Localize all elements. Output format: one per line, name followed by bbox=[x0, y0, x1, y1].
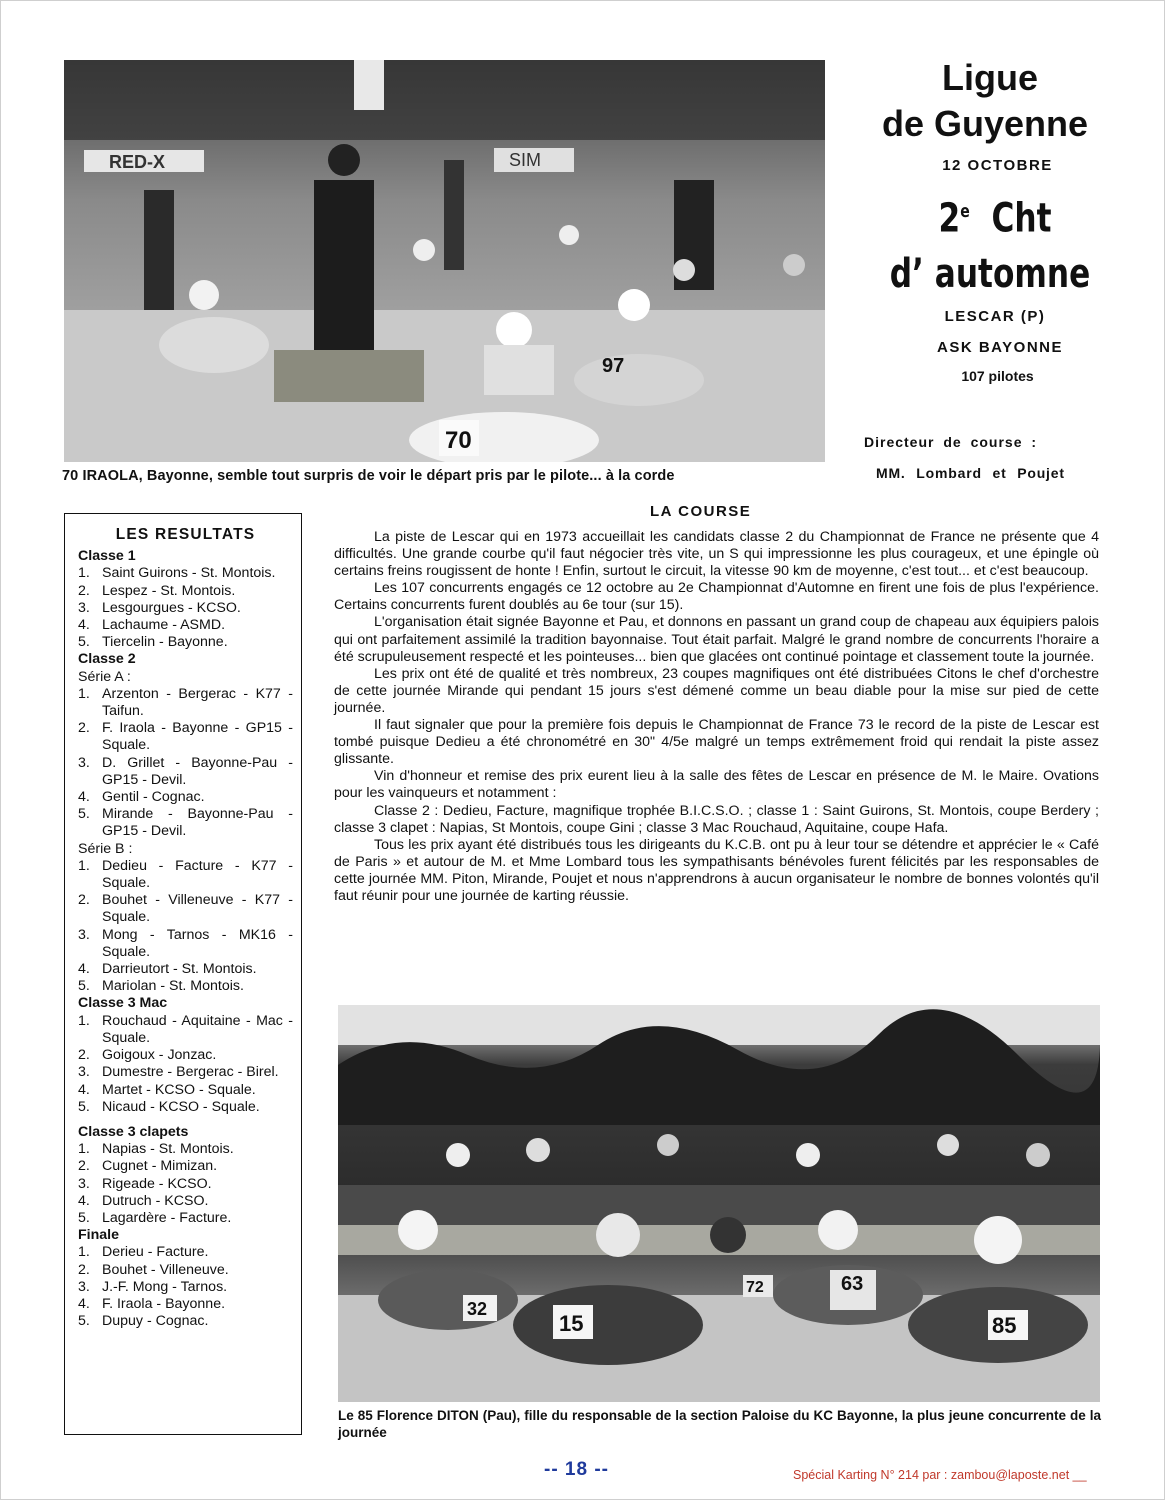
results-class-heading: Classe 3 Mac bbox=[78, 995, 168, 1012]
result-row bbox=[78, 720, 293, 754]
result-row bbox=[78, 1279, 293, 1296]
cht-word: Cht bbox=[991, 195, 1052, 242]
result-row bbox=[78, 961, 293, 978]
footer-credit: Spécial Karting N° 214 par : zambou@laposte.net __ bbox=[793, 1468, 1087, 1482]
result-position: 3. bbox=[78, 1064, 90, 1081]
result-position: 4. bbox=[78, 1192, 90, 1209]
result-position: 1. bbox=[78, 1141, 90, 1158]
result-entry: Derieu - Facture. bbox=[102, 1244, 209, 1261]
result-position: 5. bbox=[78, 806, 90, 823]
results-series-heading: Série B : bbox=[78, 840, 133, 857]
result-entry: Saint Guirons - St. Montois. bbox=[102, 565, 276, 582]
result-entry: Martet - KCSO - Squale. bbox=[102, 1081, 256, 1098]
article-paragraph: Vin d'honneur et remise des prix eurent lieu à la salle des fêtes de Lescar en présence de M. le Maire. Ovations pour les vainqueurs et notamment : bbox=[334, 768, 1099, 802]
championship-season: d’ automne bbox=[889, 251, 1091, 298]
result-position: 3. bbox=[78, 1175, 90, 1192]
result-row bbox=[78, 1013, 293, 1047]
race-start-photo-art bbox=[64, 60, 825, 462]
organizer-club: ASK BAYONNE bbox=[937, 339, 1063, 357]
result-entry: Lachaume - ASMD. bbox=[102, 617, 226, 634]
director-label: Directeur de course : bbox=[864, 434, 1038, 450]
result-row bbox=[78, 634, 293, 651]
result-row bbox=[78, 600, 293, 617]
result-entry: Mariolan - St. Montois. bbox=[102, 978, 244, 995]
article-paragraph: Il faut signaler que pour la première fois depuis le Championnat de France 73 le record de la piste de Lescar est tombé puisque Dedieu a été chronométré en 30" 4/5e malgré un temps extrêmement froid qui rendait la piste assez glissante. bbox=[334, 717, 1099, 768]
article-paragraph: Tous les prix ayant été distribués tous les dirigeants du K.C.B. ont pu à leur tour se détendre et apprécier le « Café de Paris » et autour de M. et Mme Lombard tous les sympathisants bénévoles furent félicités par les responsables de cette journée MM. Piton, Mirande, Poujet et nous n'apprendrons à aucun organisateur le nombre de bonnes volontés qu'il faut réunir pour une journée de karting réussie. bbox=[334, 836, 1099, 904]
result-row bbox=[78, 806, 293, 840]
result-entry: Mirande - Bayonne-Pau - GP15 - Devil. bbox=[102, 806, 293, 840]
result-position: 3. bbox=[78, 599, 90, 616]
cht-ordinal: e bbox=[960, 201, 970, 222]
director-names: MM. Lombard et Poujet bbox=[876, 465, 1065, 481]
result-position: 1. bbox=[78, 1244, 90, 1261]
results-spacer bbox=[78, 1116, 293, 1124]
article-paragraph: Les prix ont été de qualité et très nombreux, 23 coupes magnifiques ont été distribuées Citons le chef d'orchestre de cette journée Mirande qui pendant 15 jours s'est démené comme un beau diable pour la mise sur pied de cette journée. bbox=[334, 665, 1099, 716]
title-ligue: Ligue bbox=[942, 57, 1038, 98]
result-row bbox=[78, 1176, 293, 1193]
cht-number: 2 bbox=[938, 195, 961, 242]
kart-number-70: 70 bbox=[445, 427, 472, 454]
page-number: -- 18 -- bbox=[544, 1459, 609, 1480]
article-paragraph: Les 107 concurrents engagés ce 12 octobre au 2e Championnat d'Automne en firent une fois de plus l'expérience. Certains concurrents furent doublés au 6e tour (sur 15). bbox=[334, 580, 1099, 614]
result-row bbox=[78, 858, 293, 892]
result-position: 1. bbox=[78, 1012, 90, 1029]
result-row bbox=[78, 755, 293, 789]
result-entry: Bouhet - Villeneuve - K77 -Squale. bbox=[102, 892, 293, 926]
result-entry: Dumestre - Bergerac - Birel. bbox=[102, 1064, 279, 1081]
kart-number-15: 15 bbox=[559, 1311, 584, 1336]
kart-number-32: 32 bbox=[467, 1299, 488, 1319]
result-row bbox=[78, 1262, 293, 1279]
result-entry: Napias - St. Montois. bbox=[102, 1141, 234, 1158]
result-entry: Darrieutort - St. Montois. bbox=[102, 961, 257, 978]
result-entry: Dupuy - Cognac. bbox=[102, 1313, 209, 1330]
kart-number-63: 63 bbox=[841, 1273, 864, 1295]
result-position: 4. bbox=[78, 617, 90, 634]
result-position: 4. bbox=[78, 1081, 90, 1098]
result-position: 5. bbox=[78, 1209, 90, 1226]
results-class-heading: Classe 1 bbox=[78, 548, 136, 565]
result-row bbox=[78, 1082, 293, 1099]
result-row bbox=[78, 927, 293, 961]
result-entry: Lespez - St. Montois. bbox=[102, 582, 236, 599]
result-row bbox=[78, 565, 293, 582]
race-action-photo-art bbox=[338, 1005, 1100, 1402]
results-class-heading: Finale bbox=[78, 1227, 119, 1244]
result-row bbox=[78, 1313, 293, 1330]
event-place: LESCAR (P) bbox=[944, 308, 1046, 326]
result-row bbox=[78, 1244, 293, 1261]
result-entry: F. Iraola - Bayonne - GP15 - Squale. bbox=[102, 720, 293, 754]
kart-number-97: 97 bbox=[602, 355, 625, 377]
result-entry: Tiercelin - Bayonne. bbox=[102, 634, 228, 651]
result-row bbox=[78, 1296, 293, 1313]
kart-number-72: 72 bbox=[746, 1279, 764, 1296]
results-class-heading: Classe 3 clapets bbox=[78, 1123, 189, 1140]
result-entry: Arzenton - Bergerac - K77 - Taifun. bbox=[102, 685, 293, 720]
result-position: 5. bbox=[78, 978, 90, 995]
result-row bbox=[78, 1064, 293, 1081]
result-entry: Lagardère - Facture. bbox=[102, 1209, 232, 1226]
result-row bbox=[78, 1099, 293, 1116]
result-row bbox=[78, 1141, 293, 1158]
result-entry: Rigeade - KCSO. bbox=[102, 1175, 212, 1192]
result-position: 1. bbox=[78, 565, 90, 582]
result-entry: Dedieu - Facture - K77 - Squale. bbox=[102, 857, 293, 892]
result-position: 4. bbox=[78, 789, 90, 806]
result-row bbox=[78, 1158, 293, 1175]
result-position: 2. bbox=[78, 892, 90, 909]
event-date: 12 OCTOBRE bbox=[942, 157, 1053, 174]
result-entry: Goigoux - Jonzac. bbox=[102, 1047, 217, 1064]
results-class-heading: Classe 2 bbox=[78, 651, 136, 668]
title-guyenne: de Guyenne bbox=[881, 103, 1089, 144]
result-entry: F. Iraola - Bayonne. bbox=[102, 1295, 226, 1312]
result-row bbox=[78, 686, 293, 720]
results-series-heading: Série A : bbox=[78, 668, 131, 685]
result-entry: Lesgourgues - KCSO. bbox=[102, 599, 241, 616]
article-body bbox=[334, 529, 1099, 905]
redx-sign: RED-X bbox=[109, 152, 166, 172]
sim-sign: SIM bbox=[509, 150, 542, 170]
result-position: 4. bbox=[78, 1295, 90, 1312]
race-start-photo bbox=[64, 60, 825, 462]
result-row bbox=[78, 583, 293, 600]
result-position: 3. bbox=[78, 754, 90, 771]
result-position: 3. bbox=[78, 926, 90, 943]
result-row bbox=[78, 617, 293, 634]
result-entry: Bouhet - Villeneuve. bbox=[102, 1261, 229, 1278]
result-position: 2. bbox=[78, 1158, 90, 1175]
result-entry: Mong - Tarnos - MK16 - Squale. bbox=[102, 926, 293, 960]
result-entry: Cugnet - Mimizan. bbox=[102, 1158, 218, 1175]
result-row bbox=[78, 789, 293, 806]
result-position: 1. bbox=[78, 857, 90, 874]
result-entry: D. Grillet - Bayonne-Pau - GP15 - Devil. bbox=[102, 754, 293, 788]
result-row bbox=[78, 892, 293, 926]
result-position: 5. bbox=[78, 1313, 90, 1330]
article-paragraph: Classe 2 : Dedieu, Facture, magnifique trophée B.I.C.S.O. ; classe 1 : Saint Guirons, St. Montois, coupe Berdery ; classe 3 clapet : Napias, St Montois, coupe Gini ; classe 3 Mac Rouchaud, Aquitaine, coupe Hafa. bbox=[334, 802, 1099, 836]
title-block bbox=[850, 55, 1120, 384]
article-title: LA COURSE bbox=[650, 503, 752, 520]
result-row bbox=[78, 1210, 293, 1227]
result-row bbox=[78, 1047, 293, 1064]
result-row bbox=[78, 978, 293, 995]
result-position: 2. bbox=[78, 720, 90, 737]
result-position: 5. bbox=[78, 634, 90, 651]
article-paragraph: L'organisation était signée Bayonne et Pau, et donnons en passant un grand coup de chapeau aux équipiers palois qui ont parfaitement assimilé la tradition bayonnaise. Tout était parfait. Malgré le grand nombre de concurrents l'horaire a été scrupuleusement respecté et les pointeuses... bien que glacées ont continué pointage et classement toute la journée. bbox=[334, 614, 1099, 665]
article-paragraph: La piste de Lescar qui en 1973 accueillait les candidats classe 2 du Championnat de France ne présente que 4 difficultés. Une grande courbe qu'il faut négocier très vite, un S qui impressionne les plus courageux, et une épingle où certains freins rougissent de honte ! Enfin, surtout le circuit, la vitesse 90 km de moyenne, c'est tout... et c'est beaucoup. bbox=[334, 529, 1099, 580]
kart-number-85: 85 bbox=[992, 1313, 1017, 1338]
pilot-count: 107 pilotes bbox=[961, 368, 1034, 385]
result-position: 2. bbox=[78, 1047, 90, 1064]
results-box bbox=[64, 513, 302, 1435]
result-position: 2. bbox=[78, 1261, 90, 1278]
result-row bbox=[78, 1193, 293, 1210]
results-title: LES RESULTATS bbox=[115, 526, 256, 543]
photo2-caption: Le 85 Florence DITON (Pau), fille du responsable de la section Paloise du KC Bayonne, la plus jeune concurrente de la journée bbox=[338, 1408, 1101, 1440]
photo1-caption: 70 IRAOLA, Bayonne, semble tout surpris de voir le départ pris par le pilote... à la corde bbox=[62, 468, 675, 484]
results-list bbox=[78, 548, 293, 1330]
result-entry: Gentil - Cognac. bbox=[102, 789, 205, 806]
championship-title bbox=[898, 184, 1093, 246]
result-entry: Rouchaud - Aquitaine - Mac - Squale. bbox=[102, 1012, 293, 1046]
result-position: 5. bbox=[78, 1098, 90, 1115]
result-entry: Nicaud - KCSO - Squale. bbox=[102, 1098, 260, 1115]
result-entry: J.-F. Mong - Tarnos. bbox=[102, 1278, 228, 1295]
result-entry: Dutruch - KCSO. bbox=[102, 1192, 209, 1209]
result-position: 1. bbox=[78, 685, 90, 702]
race-action-photo bbox=[338, 1005, 1100, 1402]
result-position: 2. bbox=[78, 582, 90, 599]
result-position: 3. bbox=[78, 1278, 90, 1295]
result-position: 4. bbox=[78, 961, 90, 978]
